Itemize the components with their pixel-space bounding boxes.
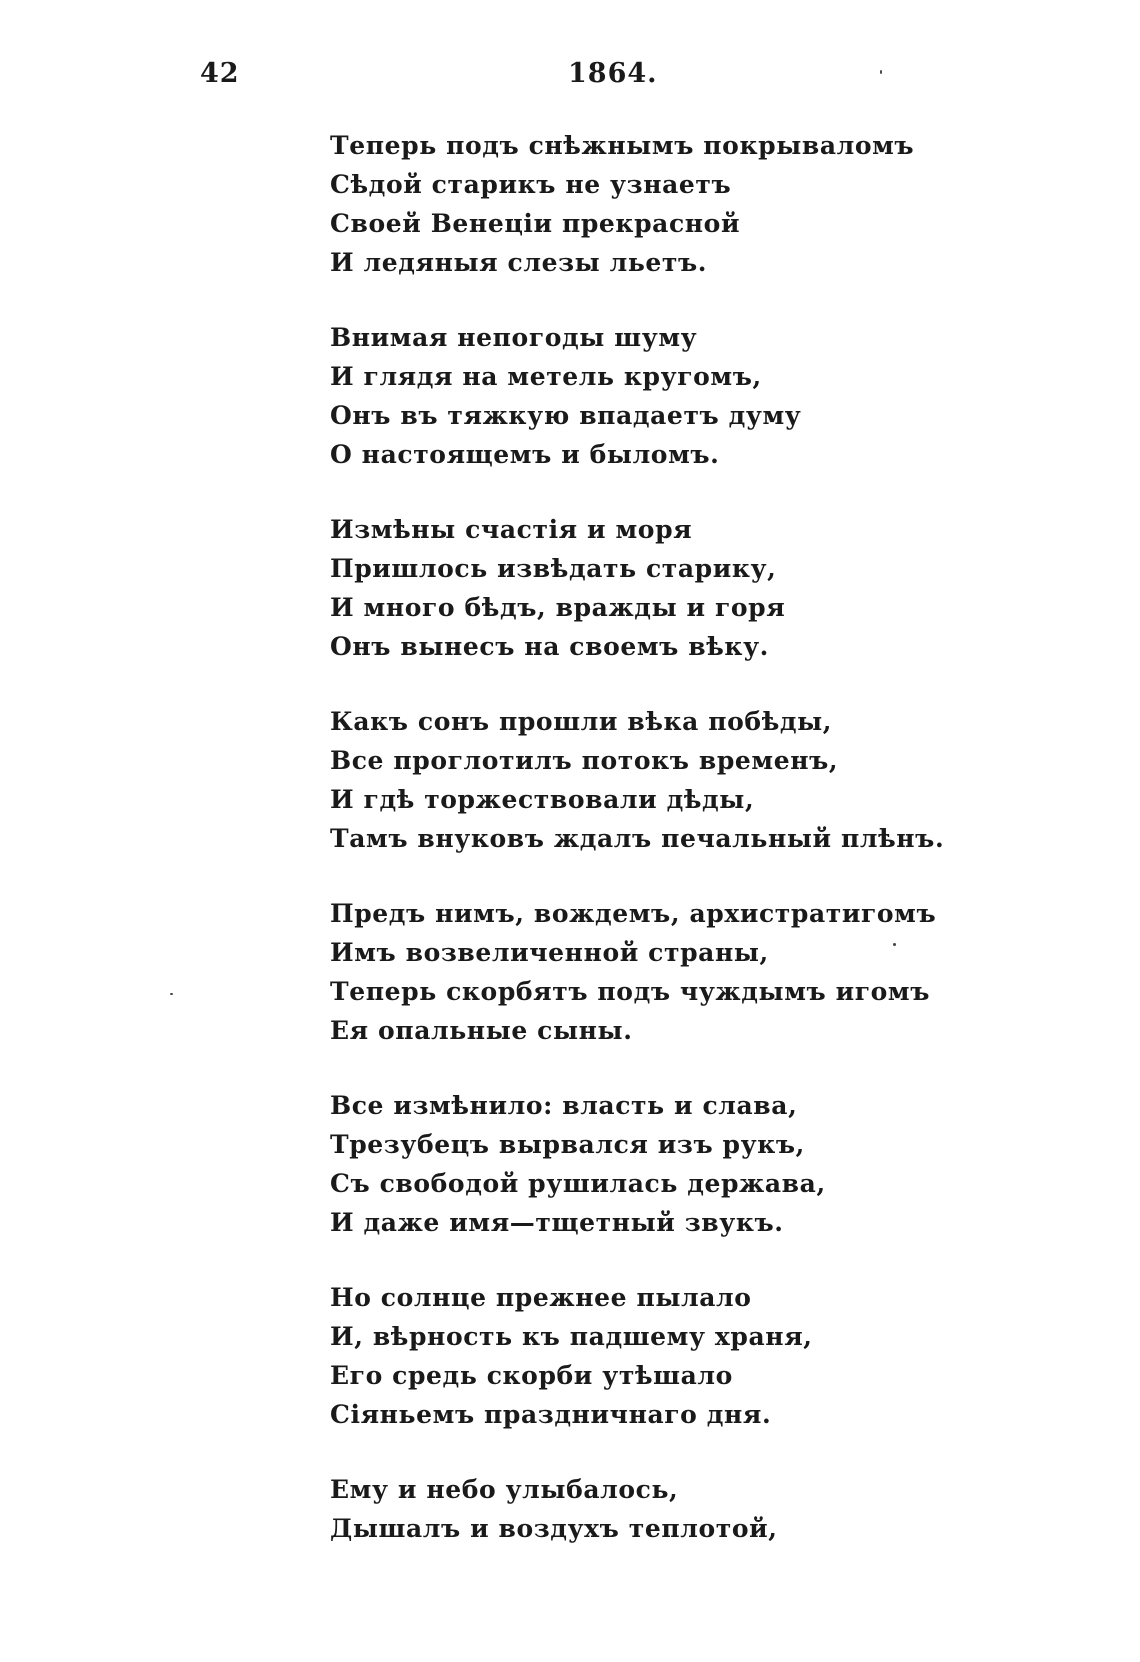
verse-line: Своей Венеціи прекрасной (330, 209, 741, 238)
verse-line: И даже имя—тщетный звукъ. (330, 1208, 784, 1237)
verse-line: Но солнце прежнее пылало (330, 1283, 752, 1312)
verse-line: Пришлось извѣдать старику, (330, 554, 777, 583)
verse-line: Внимая непогоды шуму (330, 323, 698, 352)
stanza (330, 1470, 1030, 1548)
verse-line: И много бѣдъ, вражды и горя (330, 593, 786, 622)
poem-body (330, 126, 1030, 1584)
page-header (0, 58, 1140, 98)
verse-line: Его средь скорби утѣшало (330, 1361, 733, 1390)
verse-line: И гдѣ торжествовали дѣды, (330, 785, 755, 814)
verse-line: Предъ нимъ, вождемъ, архистратигомъ (330, 899, 937, 928)
verse-line: Тамъ внуковъ ждалъ печальный плѣнъ. (330, 824, 945, 853)
page-number: 42 (200, 58, 240, 89)
verse-line: Онъ въ тяжкую впадаетъ думу (330, 401, 802, 430)
verse-line: Все измѣнило: власть и слава, (330, 1091, 798, 1120)
verse-line: Теперь подъ снѣжнымъ покрываломъ (330, 131, 915, 160)
running-head-year: 1864. (568, 58, 658, 89)
verse-line: Онъ вынесъ на своемъ вѣку. (330, 632, 769, 661)
verse-line: Съ свободой рушилась держава, (330, 1169, 826, 1198)
verse-line: О настоящемъ и быломъ. (330, 440, 720, 469)
stanza (330, 1086, 1030, 1242)
verse-line: Ему и небо улыбалось, (330, 1475, 679, 1504)
stanza (330, 702, 1030, 858)
verse-line: Сѣдой старикъ не узнаетъ (330, 170, 732, 199)
verse-line: Теперь скорбятъ подъ чуждымъ игомъ (330, 977, 931, 1006)
print-speck (893, 943, 896, 946)
verse-line: Ея опальные сыны. (330, 1016, 633, 1045)
verse-line: Сіяньемъ праздничнаго дня. (330, 1400, 772, 1429)
stanza (330, 510, 1030, 666)
stanza (330, 318, 1030, 474)
verse-line: И ледяныя слезы льетъ. (330, 248, 708, 277)
stanza (330, 1278, 1030, 1434)
stanza (330, 126, 1030, 282)
verse-line: И глядя на метель кругомъ, (330, 362, 762, 391)
verse-line: Измѣны счастія и моря (330, 515, 693, 544)
verse-line: Все проглотилъ потокъ временъ, (330, 746, 839, 775)
stanza (330, 894, 1030, 1050)
print-speck (170, 993, 173, 995)
verse-line: Какъ сонъ прошли вѣка побѣды, (330, 707, 833, 736)
print-speck (880, 70, 882, 74)
verse-line: Имъ возвеличенной страны, (330, 938, 769, 967)
verse-line: Трезубецъ вырвался изъ рукъ, (330, 1130, 805, 1159)
verse-line: И, вѣрность къ падшему храня, (330, 1322, 813, 1351)
verse-line: Дышалъ и воздухъ теплотой, (330, 1514, 778, 1543)
